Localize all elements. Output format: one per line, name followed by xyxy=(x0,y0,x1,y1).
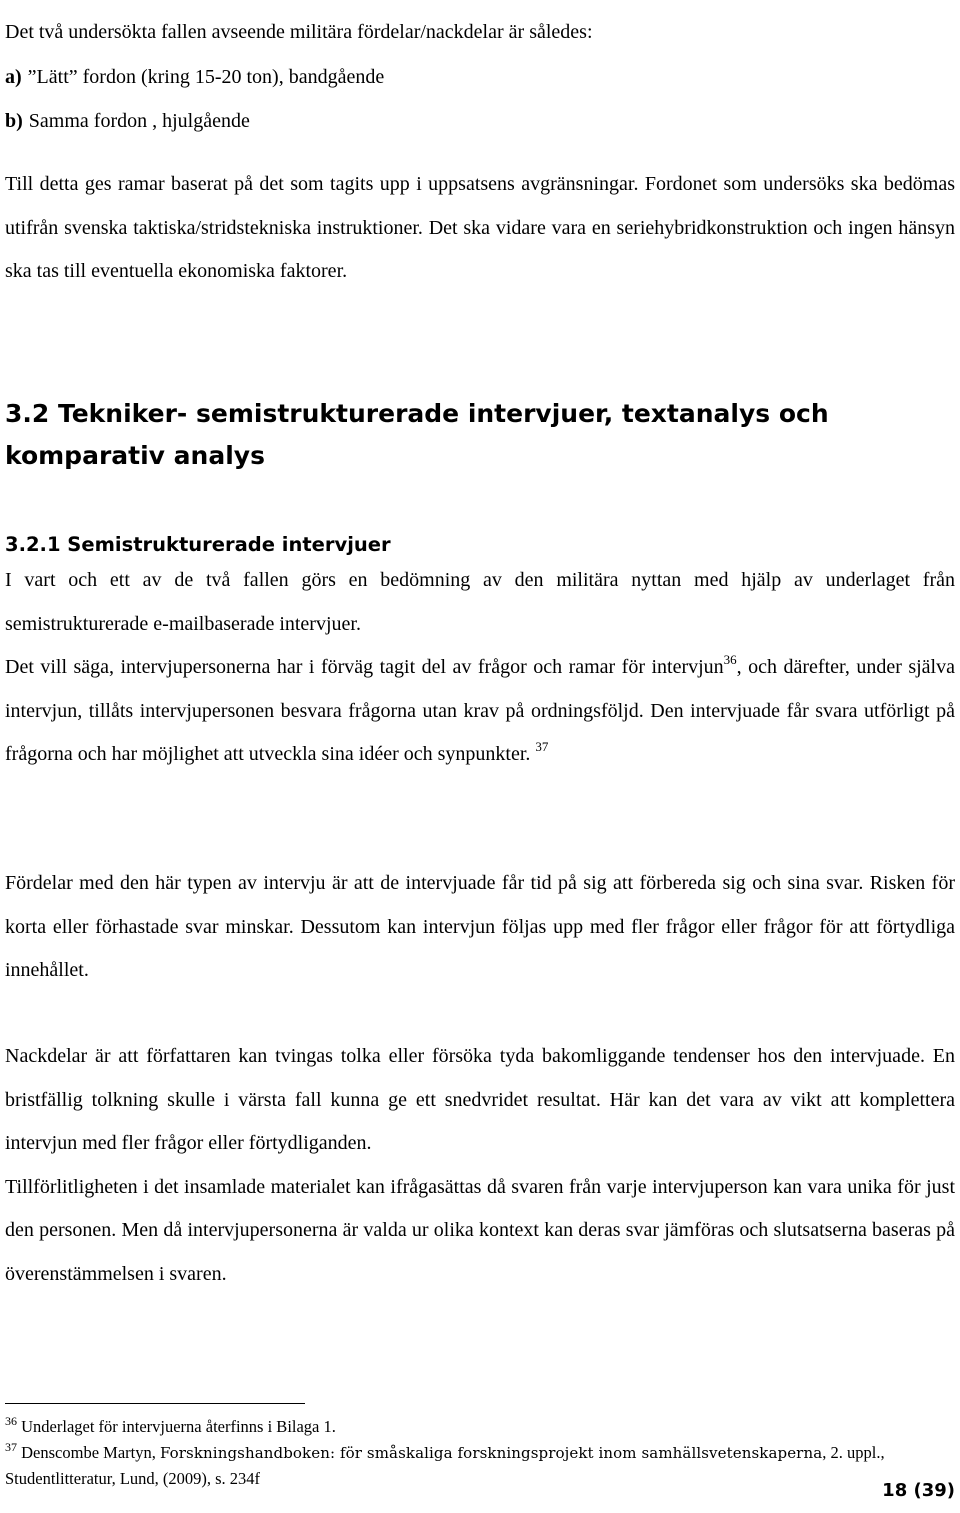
list-item-a xyxy=(5,55,955,99)
paragraph-3: Fördelar med den här typen av intervju är att de intervjuade får tid på sig att förbereda sig och sina svar. Risken för korta eller förhastade svar minskar. Dessutom kan intervjun följas upp med fler frågor eller frågor för att förtydliga innehållet. xyxy=(5,872,955,981)
section-heading: 3.2 Tekniker- semistrukturerade intervjuer, textanalys och komparativ analys xyxy=(5,399,829,470)
paragraph-4: Nackdelar är att författaren kan tvingas tolka eller försöka tyda bakomliggande tendenser hos den intervjuade. En bristfällig tolkning skulle i värsta fall kunna ge ett snedvridet resultat. Här kan det vara av vikt att komplettera intervjun med fler frågor eller förtydliganden. xyxy=(5,1045,955,1154)
footnote-36 xyxy=(5,1414,955,1440)
list-marker-b: b) xyxy=(5,109,23,132)
footnote-37-number: 37 xyxy=(5,1440,17,1454)
footnote-37-title: Forskningshandboken: för småskaliga forskningsprojekt inom samhällsvetenskaperna xyxy=(159,1444,823,1462)
footnote-ref-36[interactable]: 36 xyxy=(723,652,737,667)
list-item-b xyxy=(5,99,955,143)
subsection-heading: 3.2.1 Semistrukturerade intervjuer xyxy=(5,533,391,556)
footnote-37 xyxy=(5,1440,955,1492)
advantages-block xyxy=(5,862,955,993)
framework-block xyxy=(5,163,955,294)
paragraph-2-part-1: Det vill säga, intervjupersonerna har i förväg tagit del av frågor och ramar för intervjun xyxy=(5,656,724,678)
intro-block xyxy=(5,11,955,143)
list-marker-a: a) xyxy=(5,65,22,88)
footnote-ref-37[interactable]: 37 xyxy=(535,739,549,754)
footnote-36-number: 36 xyxy=(5,1414,17,1428)
paragraph-5: Tillförlitligheten i det insamlade materialet kan ifrågasättas då svaren från varje intervjuperson kan vara unika för just den personen. Men då intervjupersonerna är valda ur olika kontext kan deras svar jämföras och slutsatserna baseras på överenstämmelsen i svaren. xyxy=(5,1175,955,1285)
footnotes xyxy=(5,1414,955,1492)
footnote-separator xyxy=(5,1403,305,1404)
list-item-b-text: Samma fordon , hjulgående xyxy=(28,109,250,132)
footnote-37-author: Denscombe Martyn, xyxy=(21,1443,160,1462)
paragraph-2-part-2: , och därefter, under själva intervjun, tillåts intervjupersonen besvara frågorna utan krav på ordningsföljd. Den intervjuade får svara utförligt på frågorna och har möjlighet att utveckla sina idéer och synpunkter. xyxy=(5,656,955,765)
footnote-36-text: Underlaget för intervjuerna återfinns i Bilaga 1. xyxy=(21,1417,336,1436)
subsection-block xyxy=(5,531,955,559)
page-number: 18 (39) xyxy=(882,1480,955,1501)
footnote-37-rest: , 2. uppl., Studentlitteratur, Lund, (2009), s. 234f xyxy=(5,1443,885,1488)
framework-paragraph: Till detta ges ramar baserat på det som tagits upp i uppsatsens avgränsningar. Fordonet som undersöks ska bedömas utifrån svenska taktiska/stridstekniska instruktioner. Det ska vidare vara en seriehybridkonstruktion och ingen hänsyn ska tas till eventuella ekonomiska faktorer. xyxy=(5,173,955,282)
intro-sentence: Det två undersökta fallen avseende militära fördelar/nackdelar är således: xyxy=(5,21,593,43)
paragraph-2 xyxy=(5,646,955,777)
interview-paragraphs xyxy=(5,559,955,777)
list-item-a-text: ”Lätt” fordon (kring 15-20 ton), bandgående xyxy=(27,65,385,88)
disadvantages-block xyxy=(5,1035,955,1296)
paragraph-1: I vart och ett av de två fallen görs en bedömning av den militära nyttan med hjälp av underlaget från semistrukturerade e-mailbaserade intervjuer. xyxy=(5,569,955,635)
